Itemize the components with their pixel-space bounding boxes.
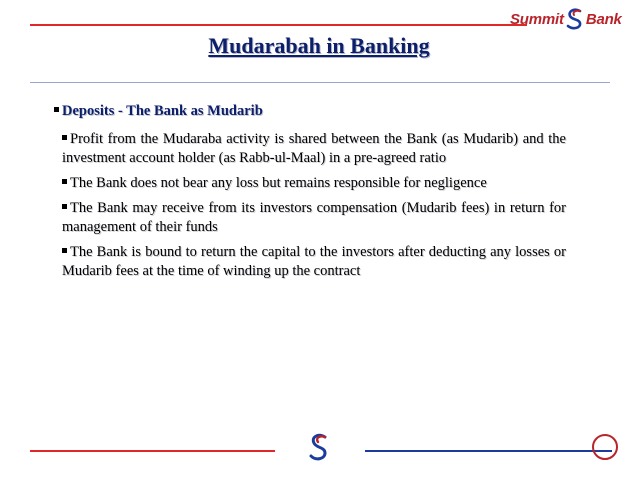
footer-rule-left	[30, 450, 275, 452]
title-container	[0, 33, 638, 59]
title-rule	[30, 82, 610, 83]
bullet-square-icon	[62, 204, 67, 209]
bullet-text: Profit from the Mudaraba activity is shared between the Bank (as Mudarib) and the investment account holder (as Rabb-ul-Maal) in a pre-agreed ratio	[62, 131, 566, 166]
bullet-text: The Bank may receive from its investors compensation (Mudarib fees) in return for management of their funds	[62, 200, 566, 235]
bullet-item	[62, 130, 566, 168]
section-heading	[54, 103, 566, 120]
bullet-square-icon	[54, 107, 59, 112]
header-rule	[30, 24, 527, 26]
bullet-item	[62, 174, 566, 193]
summit-s-logo-icon	[565, 7, 585, 31]
summit-bank-logo	[510, 6, 622, 32]
section-heading-text: Deposits - The Bank as Mudarib	[62, 103, 263, 119]
logo-word-bank: Bank	[585, 10, 622, 28]
bullet-text: The Bank does not bear any loss but remains responsible for negligence	[70, 175, 487, 191]
bullet-item	[62, 243, 566, 281]
summit-s-logo-icon	[306, 431, 332, 463]
bullet-text: The Bank is bound to return the capital to the investors after deducting any losses or Mudarib fees at the time of winding up the contract	[62, 244, 566, 279]
slide-content	[54, 103, 566, 287]
footer-rule-right	[365, 450, 612, 452]
bullet-square-icon	[62, 248, 67, 253]
bullet-square-icon	[62, 179, 67, 184]
slide-title: Mudarabah in Banking	[208, 33, 430, 58]
bullet-square-icon	[62, 135, 67, 140]
bullet-item	[62, 199, 566, 237]
logo-word-summit: Summit	[510, 10, 564, 28]
page-indicator-circle	[592, 434, 618, 460]
